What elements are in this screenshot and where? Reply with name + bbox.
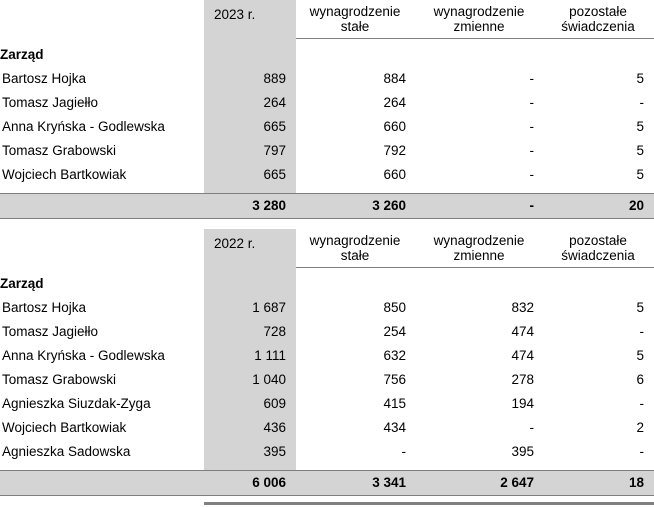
row-fixed: 264 xyxy=(383,95,406,110)
header-blank-cell xyxy=(0,0,204,39)
table-header-row xyxy=(0,0,654,39)
row-variable: 474 xyxy=(511,324,534,339)
header-variable-pay xyxy=(416,229,544,268)
year-label-2023: 2023 r. xyxy=(204,0,296,39)
row-other: 2 xyxy=(636,420,644,435)
row-other: - xyxy=(639,444,644,459)
row-variable: 474 xyxy=(511,348,534,363)
row-total: 1 687 xyxy=(204,296,296,320)
table-row xyxy=(0,440,654,464)
total-variable: - xyxy=(416,194,544,219)
row-other: - xyxy=(639,95,644,110)
row-variable: - xyxy=(529,95,534,110)
total-sum: 3 280 xyxy=(204,194,296,219)
section-blank-fixed xyxy=(296,41,416,67)
section-blank-fixed xyxy=(296,270,416,296)
section-label: Zarząd xyxy=(0,47,44,62)
section-label: Zarząd xyxy=(0,276,44,291)
row-fixed: 434 xyxy=(383,420,406,435)
table-row xyxy=(0,344,654,368)
row-fixed: 850 xyxy=(383,300,406,315)
header-other-benefits-line1: pozostałe xyxy=(569,233,627,248)
row-other: 5 xyxy=(636,71,644,86)
compensation-table-2023 xyxy=(0,0,654,219)
table-row xyxy=(0,296,654,320)
bottom-rule xyxy=(204,502,654,505)
row-fixed: 884 xyxy=(383,71,406,86)
header-other-benefits xyxy=(544,0,654,39)
row-name: Tomasz Jagiełło xyxy=(2,324,99,339)
total-label xyxy=(0,194,204,219)
row-variable: 832 xyxy=(511,300,534,315)
table-total-row xyxy=(0,194,654,219)
total-other: 18 xyxy=(544,471,654,496)
row-name: Bartosz Hojka xyxy=(2,300,87,315)
row-other: - xyxy=(639,324,644,339)
row-name: Agnieszka Sadowska xyxy=(2,444,131,459)
row-total: 436 xyxy=(204,416,296,440)
compensation-table-2022 xyxy=(0,229,654,496)
year-label-2022: 2022 r. xyxy=(204,229,296,268)
row-other: 5 xyxy=(636,167,644,182)
header-blank-cell xyxy=(0,229,204,268)
table-header-row xyxy=(0,229,654,268)
row-total: 264 xyxy=(204,91,296,115)
row-variable: - xyxy=(529,71,534,86)
row-other: 5 xyxy=(636,143,644,158)
section-blank-variable xyxy=(416,270,544,296)
table-row xyxy=(0,368,654,392)
table-row xyxy=(0,139,654,163)
row-total: 797 xyxy=(204,139,296,163)
row-name: Anna Kryńska - Godlewska xyxy=(2,348,165,363)
row-name: Tomasz Jagiełło xyxy=(2,95,99,110)
row-variable: - xyxy=(529,167,534,182)
row-fixed: 632 xyxy=(383,348,406,363)
total-sum: 6 006 xyxy=(204,471,296,496)
table-2023 xyxy=(0,0,654,219)
row-variable: 395 xyxy=(511,444,534,459)
row-other: - xyxy=(639,396,644,411)
row-other: 5 xyxy=(636,300,644,315)
row-variable: 194 xyxy=(511,396,534,411)
total-fixed: 3 341 xyxy=(296,471,416,496)
header-fixed-pay xyxy=(296,0,416,39)
row-name: Anna Kryńska - Godlewska xyxy=(2,119,165,134)
row-total: 395 xyxy=(204,440,296,464)
row-fixed: - xyxy=(401,444,406,459)
header-fixed-pay-line2: stałe xyxy=(340,248,370,263)
header-variable-pay-line2: zmienne xyxy=(453,19,505,34)
header-variable-pay xyxy=(416,0,544,39)
header-fixed-pay xyxy=(296,229,416,268)
section-row-zarzad xyxy=(0,41,654,67)
table-row xyxy=(0,392,654,416)
table-row xyxy=(0,115,654,139)
header-other-benefits-line2: świadczenia xyxy=(561,248,635,263)
section-blank-other xyxy=(544,270,654,296)
table-row xyxy=(0,67,654,91)
table-row xyxy=(0,91,654,115)
header-fixed-pay-line1: wynagrodzenie xyxy=(309,233,401,248)
total-label xyxy=(0,471,204,496)
row-name: Agnieszka Siuzdak-Zyga xyxy=(2,396,151,411)
header-variable-pay-line1: wynagrodzenie xyxy=(433,4,525,19)
row-fixed: 660 xyxy=(383,119,406,134)
table-total-row xyxy=(0,471,654,496)
total-variable: 2 647 xyxy=(416,471,544,496)
row-total: 728 xyxy=(204,320,296,344)
row-name: Wojciech Bartkowiak xyxy=(2,420,127,435)
row-other: 5 xyxy=(636,119,644,134)
row-fixed: 415 xyxy=(383,396,406,411)
row-fixed: 792 xyxy=(383,143,406,158)
section-blank-other xyxy=(544,41,654,67)
table-2022 xyxy=(0,229,654,496)
header-variable-pay-line2: zmienne xyxy=(453,248,505,263)
section-shade-total xyxy=(204,270,296,296)
row-fixed: 660 xyxy=(383,167,406,182)
row-variable: 278 xyxy=(511,372,534,387)
row-total: 889 xyxy=(204,67,296,91)
header-other-benefits xyxy=(544,229,654,268)
row-other: 5 xyxy=(636,348,644,363)
row-other: 6 xyxy=(636,372,644,387)
section-row-zarzad xyxy=(0,270,654,296)
header-variable-pay-line1: wynagrodzenie xyxy=(433,233,525,248)
row-name: Tomasz Grabowski xyxy=(2,372,117,387)
row-name: Bartosz Hojka xyxy=(2,71,87,86)
row-total: 665 xyxy=(204,163,296,187)
row-total: 665 xyxy=(204,115,296,139)
section-blank-variable xyxy=(416,41,544,67)
row-total: 1 111 xyxy=(204,344,296,368)
row-total: 609 xyxy=(204,392,296,416)
table-row xyxy=(0,163,654,187)
header-fixed-pay-line2: stałe xyxy=(340,19,370,34)
header-fixed-pay-line1: wynagrodzenie xyxy=(309,4,401,19)
row-total: 1 040 xyxy=(204,368,296,392)
row-variable: - xyxy=(529,420,534,435)
header-other-benefits-line2: świadczenia xyxy=(561,19,635,34)
row-fixed: 254 xyxy=(383,324,406,339)
table-row xyxy=(0,320,654,344)
table-row xyxy=(0,416,654,440)
total-other: 20 xyxy=(544,194,654,219)
row-variable: - xyxy=(529,119,534,134)
row-variable: - xyxy=(529,143,534,158)
header-other-benefits-line1: pozostałe xyxy=(569,4,627,19)
total-fixed: 3 260 xyxy=(296,194,416,219)
row-fixed: 756 xyxy=(383,372,406,387)
section-shade-total xyxy=(204,41,296,67)
row-name: Tomasz Grabowski xyxy=(2,143,117,158)
row-name: Wojciech Bartkowiak xyxy=(2,167,127,182)
